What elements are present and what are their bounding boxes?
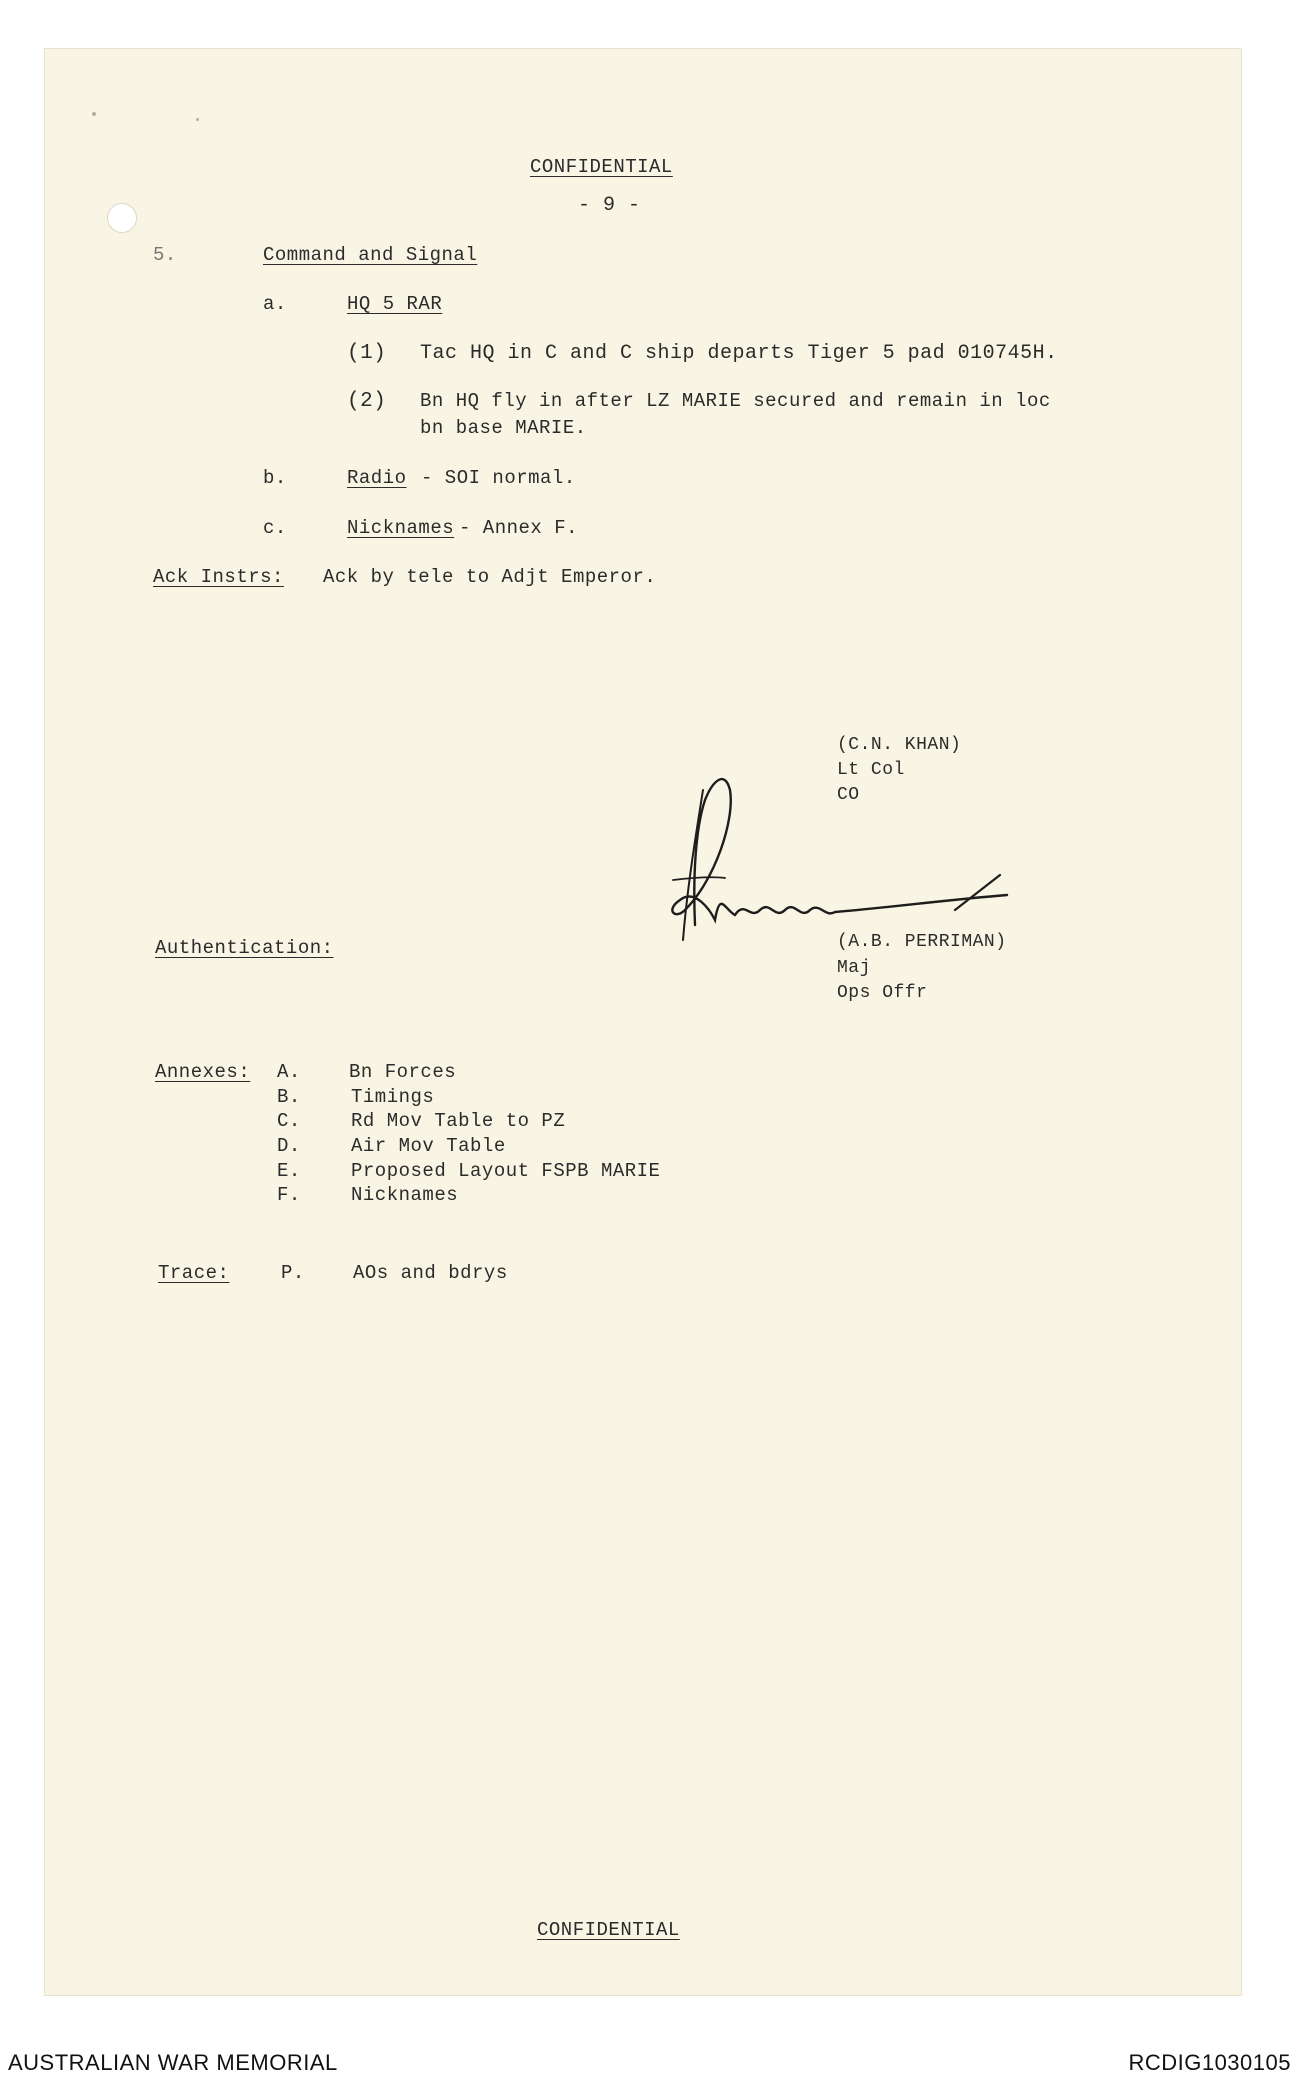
section-number: 5.: [153, 244, 177, 266]
ops-name: (A.B. PERRIMAN): [837, 932, 1007, 952]
annex-letter: F.: [277, 1184, 301, 1206]
annex-letter: E.: [277, 1160, 301, 1182]
item-a-letter: a.: [263, 293, 287, 315]
annex-title: Nicknames: [351, 1184, 459, 1206]
footer-classification: CONFIDENTIAL: [537, 1919, 680, 1941]
paper-speck: [92, 112, 96, 116]
ops-rank: Maj: [837, 958, 871, 978]
archive-credit: AUSTRALIAN WAR MEMORIAL: [8, 2050, 338, 2075]
authentication-label: Authentication:: [155, 937, 334, 959]
archive-id: RCDIG1030105: [1128, 2050, 1291, 2075]
co-appointment: CO: [837, 785, 860, 805]
punch-hole: [107, 203, 137, 233]
paper-speck: [196, 118, 199, 121]
annex-title: Bn Forces: [349, 1061, 457, 1083]
item-a-title: HQ 5 RAR: [347, 293, 443, 315]
item-c-letter: c.: [263, 517, 287, 539]
item-a-sub2-line1: Bn HQ fly in after LZ MARIE secured and remain in loc: [420, 390, 1051, 412]
trace-letter: P.: [281, 1262, 305, 1284]
annex-letter: B.: [277, 1086, 301, 1108]
item-a-sub2-number: (2): [347, 390, 387, 413]
annex-letter: D.: [277, 1135, 301, 1157]
co-name: (C.N. KHAN): [837, 735, 962, 755]
ops-appointment: Ops Offr: [837, 983, 928, 1003]
item-c-title: Nicknames: [347, 517, 455, 539]
annex-title: Air Mov Table: [351, 1135, 506, 1157]
item-c-text: - Annex F.: [459, 517, 579, 539]
ack-text: Ack by tele to Adjt Emperor.: [323, 566, 657, 588]
ack-label: Ack Instrs:: [153, 566, 284, 588]
annex-letter: C.: [277, 1110, 301, 1132]
page-number: - 9 -: [578, 194, 641, 217]
header-classification: CONFIDENTIAL: [530, 156, 673, 178]
signature: [655, 760, 1015, 950]
document-page: [44, 48, 1242, 1996]
annex-letter: A.: [277, 1061, 301, 1083]
item-b-title: Radio: [347, 467, 407, 489]
item-b-letter: b.: [263, 467, 287, 489]
trace-label: Trace:: [158, 1262, 230, 1284]
annex-title: Proposed Layout FSPB MARIE: [351, 1160, 661, 1182]
co-rank: Lt Col: [837, 760, 905, 780]
annex-title: Timings: [351, 1086, 435, 1108]
item-a-sub1-number: (1): [347, 342, 387, 365]
annex-title: Rd Mov Table to PZ: [351, 1110, 566, 1132]
item-b-text: - SOI normal.: [421, 467, 576, 489]
section-title: Command and Signal: [263, 244, 478, 266]
item-a-sub2-line2: bn base MARIE.: [420, 417, 587, 439]
annexes-label: Annexes:: [155, 1061, 251, 1083]
item-a-sub1-text: Tac HQ in C and C ship departs Tiger 5 pad 010745H.: [420, 342, 1058, 365]
trace-text: AOs and bdrys: [353, 1262, 508, 1284]
